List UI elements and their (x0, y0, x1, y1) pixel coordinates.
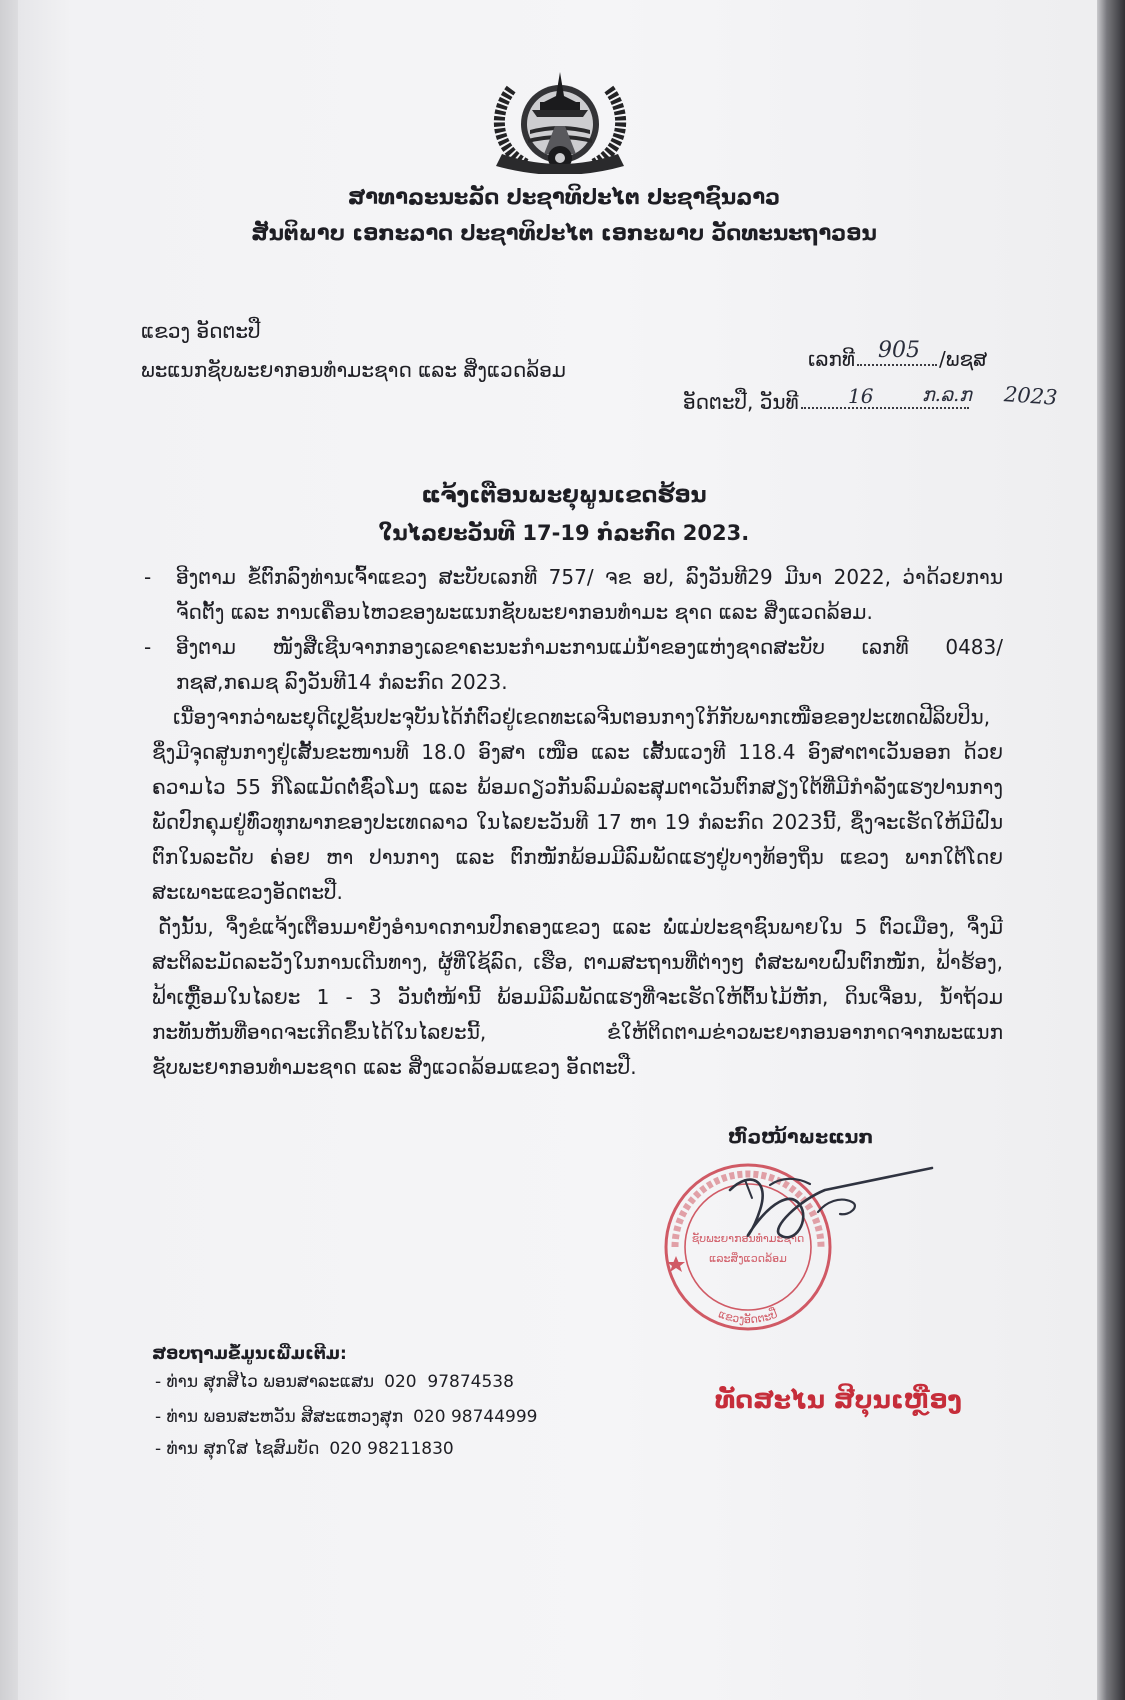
contact-name: ທ່ານ ພອນສະຫວັນ ສີສະແຫວງສຸກ (166, 1407, 404, 1427)
reference-text: ອີງຕາມ ໜັງສືເຊີນຈາກກອງເລຂາຄະນະກຳມະການແມ່ນ້ຳຂອງແຫ່ງຊາດສະບັບ ເລກທີ 0483/ກຊສ,ກຄມຊ ລົງວັນທີ14 ກໍລະກົດ 2023. (176, 635, 1003, 694)
reference-item (144, 630, 1003, 700)
document-subtitle: ໃນໄລຍະວັນທີ 17-19 ກໍລະກົດ 2023. (378, 521, 750, 545)
contact-phone: 020 98744999 (413, 1407, 538, 1427)
reference-bullet: - (144, 565, 152, 589)
photo-background-left (0, 0, 18, 1700)
signature (700, 1150, 940, 1260)
document-title: ແຈ້ງເຕືອນພະຍຸພູນເຂດຮ້ອນ (421, 483, 707, 508)
signer-position: ຫົວໜ້າພະແນກ (728, 1126, 874, 1148)
stamp-center-line: ຊັບພະຍາກອນທຳມະຊາດ (691, 1232, 805, 1245)
stamp-center-line: ແລະສິ່ງແວດລ້ອມ (709, 1252, 787, 1265)
contact-bullet: - (155, 1407, 162, 1427)
contact-phone: 020 98211830 (329, 1439, 454, 1459)
sender-department: ພະແນກຊັບພະຍາກອນທຳມະຊາດ ແລະ ສິ່ງແວດລ້ອມ (141, 358, 566, 382)
document-body (144, 560, 1003, 1085)
stamp-bottom-arc-text: ແຂວງອັດຕະປື (716, 1307, 780, 1327)
date-month-handwritten: ກ.ລ.ກ (922, 384, 972, 406)
body-paragraph: ເນື່ອງຈາກວ່າພະຍຸດີເປຼຊັນປະຈຸບັນໄດ້ກໍ່ຕົວຢູ່ເຂດທະເລຈີນຕອນກາງໃກ້ກັບພາກເໜືອຂອງປະເທດຟີລິບປິນ, ຊຶ່ງມີຈຸດສູນກາງຢູ່ເສັ້ນຂະໜານທີ 18.0 ອົງສາ ເໜືອ ແລະ ເສັ້ນແວງທີ 118.4 ອົງສາຕາເວັນອອກ ດ້ວຍຄວາມໄວ 55 ກິໂລແມັດຕໍ່ຊົ່ວໂມງ ແລະ ພ້ອມດຽວກັນລົມມໍລະສຸມຕາເວັນຕົກສຽງໃຕ້ທີ່ມີກຳລັງແຮງປານກາງພັດປົກຄຸມຢູ່ທົ່ວທຸກພາກຂອງປະເທດລາວ ໃນໄລຍະວັນທີ 17 ຫາ 19 ກໍລະກົດ 2023ນີ້, ຊຶ່ງຈະເຮັດໃຫ້ມີຝົນຕົກໃນລະດັບ ຄ່ອຍ ຫາ ປານກາງ ແລະ ຕົກໜັກພ້ອມມີລົມພັດແຮງຢູ່ບາງທ້ອງຖິ່ນ ແຂວງ ພາກໃຕ້ໂດຍສະເພາະແຂວງອັດຕະປື. (152, 705, 1003, 904)
contact-item (155, 1435, 454, 1463)
contact-phone: 020 97874538 (384, 1372, 514, 1392)
contact-item (155, 1403, 538, 1431)
signer-name: ທັດສະໄນ ສີບຸນເຫຼືອງ (715, 1385, 962, 1414)
document-number-handwritten: 905 (878, 338, 920, 363)
reference-text: ອີງຕາມ ຂໍ້ຕົກລົງທ່ານເຈົ້າແຂວງ ສະບັບເລກທີ 757/ ຈຂ ອປ, ລົງວັນທີ29 ມີນາ 2022, ວ່າດ້ວຍການຈັດຕັ້ງ ແລະ ການເຄື່ອນໄຫວຂອງພະແນກຊັບພະຍາກອນທຳມະ ຊາດ ແລະ ສິ່ງແວດລ້ອມ. (176, 565, 1003, 624)
contacts-heading: ສອບຖາມຂໍ້ມູນເພີ່ມເຕີມ: (152, 1344, 347, 1364)
reference-bullet: - (144, 635, 152, 659)
national-motto: ສັນຕິພາບ ເອກະລາດ ປະຊາທິປະໄຕ ເອກະພາບ ວັດທະນະຖາວອນ (251, 221, 877, 245)
contact-item (155, 1368, 514, 1396)
contact-name: ທ່ານ ສຸກສີໄວ ພອນສາລະແສນ (166, 1372, 375, 1392)
lao-national-emblem-icon (484, 70, 636, 174)
document-date-label: ອັດຕະປື, ວັນທີ (683, 390, 799, 414)
sender-province: ແຂວງ ອັດຕະປື (141, 319, 261, 343)
date-year-handwritten: 2023 (1003, 382, 1059, 410)
contact-name: ທ່ານ ສຸກໃສ ໄຊສົມບັດ (166, 1439, 320, 1459)
contact-bullet: - (155, 1439, 162, 1459)
contact-bullet: - (155, 1372, 162, 1392)
date-day-handwritten: 16 (848, 384, 874, 408)
reference-item (144, 560, 1003, 630)
document-number-label: ເລກທີ (808, 347, 856, 371)
country-name: ສາທາລະນະລັດ ປະຊາທິປະໄຕ ປະຊາຊົນລາວ (347, 185, 781, 209)
photo-background-right (1097, 0, 1125, 1700)
body-paragraph: ດັ່ງນັ້ນ, ຈຶ່ງຂໍແຈ້ງເຕືອນມາຍັງອຳນາດການປົກຄອງແຂວງ ແລະ ພໍ່ແມ່ປະຊາຊົນພາຍໃນ 5 ຕົວເມືອງ, ຈຶ່ງມີສະຕິລະມັດລະວັງໃນການເດີນທາງ, ຜູ້ທີ່ໃຊ້ລົດ, ເຮືອ, ຕາມສະຖານທີ່ຕ່າງໆ ຕໍ່ສະພາບຝົນຕົກໜັກ, ຟ້າຮ້ອງ, ຟ້າເຫຼື້ອມໃນໄລຍະ 1 - 3 ວັນຕໍ່ໜ້ານີ້ ພ້ອມມີລົມພັດແຮງທີ່ຈະເຮັດໃຫ້ຕົ້ນໄມ້ຫັກ, ດິນເຈື່ອນ, ນ້ຳຖ້ວມກະທັນຫັນທີ່ອາດຈະເກີດຂຶ້ນໄດ້ໃນໄລຍະນີ້, ຂໍໃຫ້ຕິດຕາມຂ່າວພະຍາກອນອາກາດຈາກພະແນກຊັບພະຍາກອນທຳມະຊາດ ແລະ ສິ່ງແວດລ້ອມແຂວງ ອັດຕະປື. (152, 915, 1003, 1079)
document-number-suffix: /ພຊສ (939, 347, 988, 371)
